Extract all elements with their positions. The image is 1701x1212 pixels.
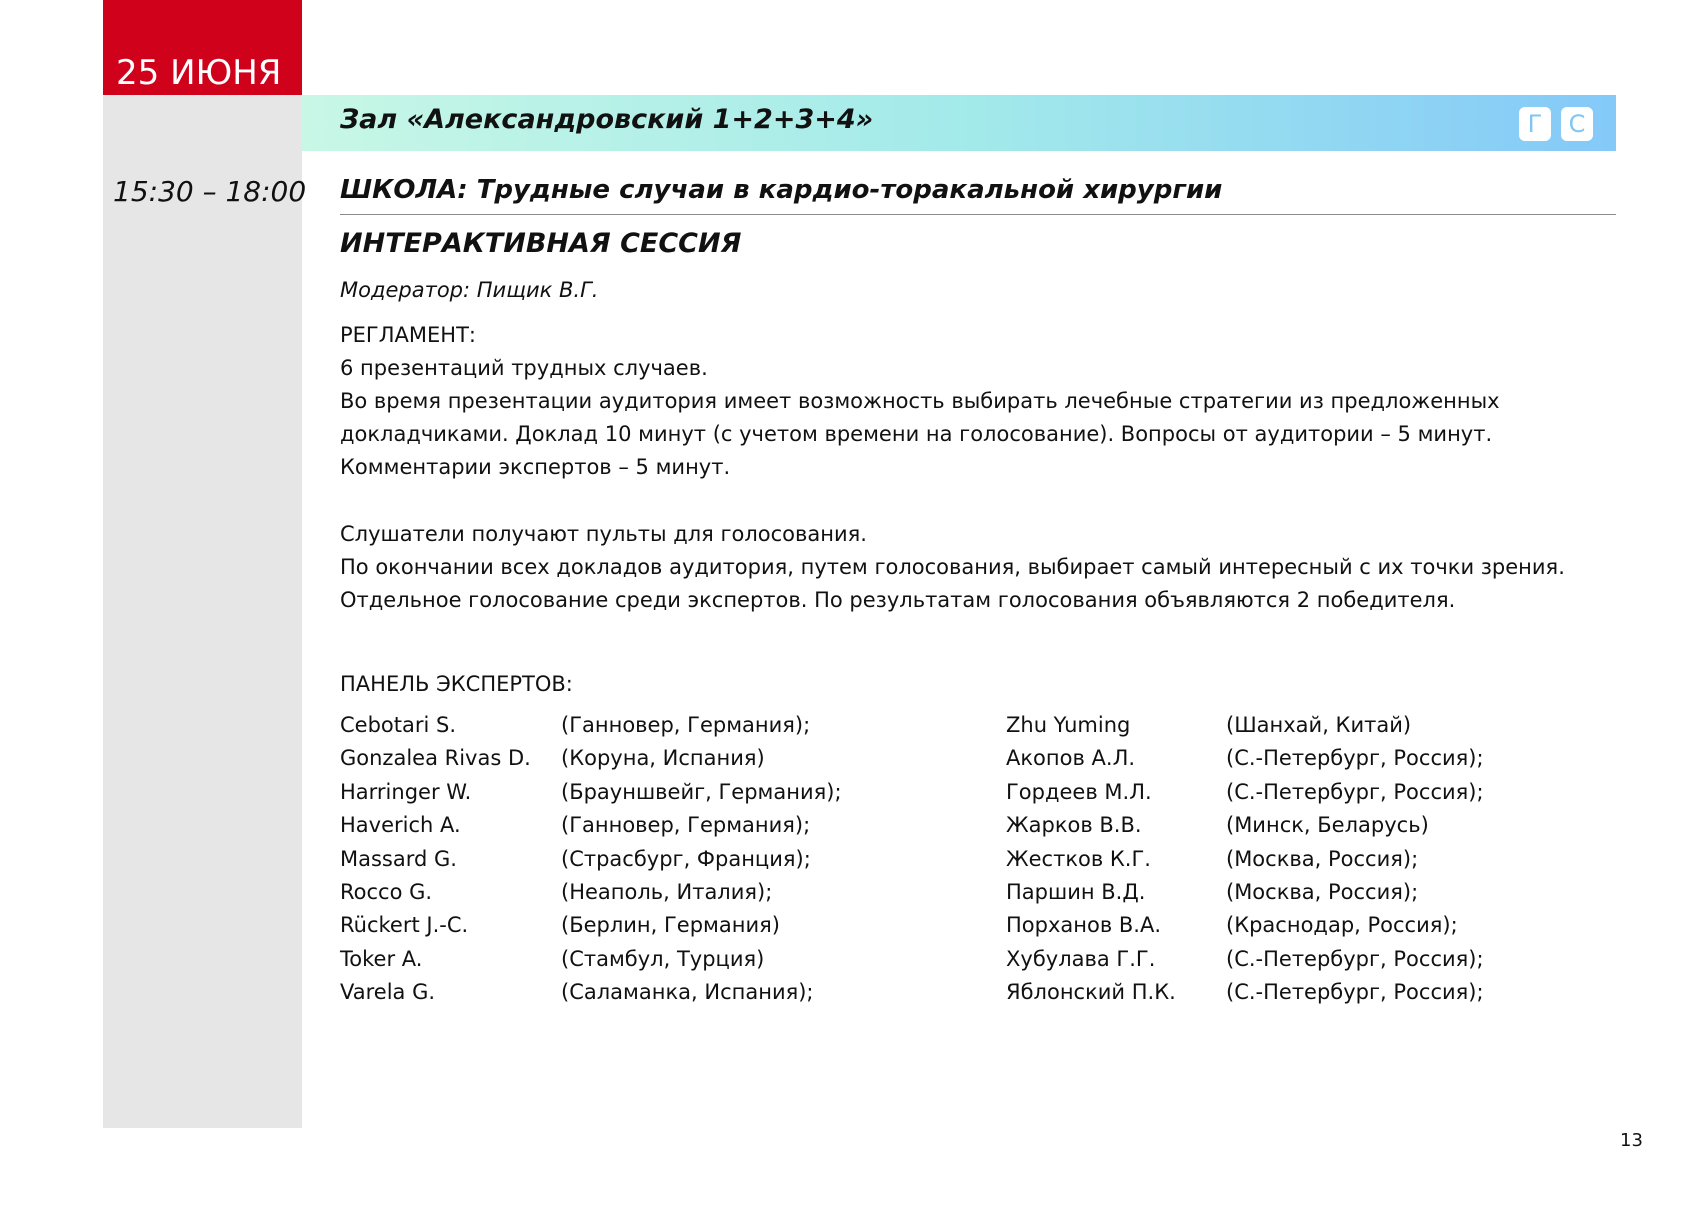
experts-heading: ПАНЕЛЬ ЭКСПЕРТОВ: bbox=[340, 672, 573, 696]
expert-name: Gonzalea Rivas D. bbox=[340, 746, 531, 770]
voting-line: По окончании всех докладов аудитория, путем голосования, выбирает самый интересный с их точки зрения. bbox=[340, 555, 1565, 579]
voting-line: Отдельное голосование среди экспертов. По результатам голосования объявляются 2 победителя. bbox=[340, 588, 1456, 612]
expert-name: Varela G. bbox=[340, 980, 436, 1004]
expert-city: (Саламанка, Испания); bbox=[561, 980, 814, 1004]
expert-city: (Ганновер, Германия); bbox=[561, 713, 811, 737]
expert-name: Порханов В.А. bbox=[1006, 913, 1162, 937]
expert-city: (Неаполь, Италия); bbox=[561, 880, 773, 904]
hall-header-bar bbox=[302, 95, 1616, 151]
expert-city: (Шанхай, Китай) bbox=[1226, 713, 1412, 737]
moderator-line: Модератор: Пищик В.Г. bbox=[340, 278, 599, 302]
expert-name: Haverich A. bbox=[340, 813, 461, 837]
expert-city: (Страсбург, Франция); bbox=[561, 847, 811, 871]
left-sidebar bbox=[103, 0, 302, 1128]
expert-city: (Стамбул, Турция) bbox=[561, 947, 765, 971]
session-subtitle: ИНТЕРАКТИВНАЯ СЕССИЯ bbox=[340, 228, 742, 259]
expert-name: Акопов А.Л. bbox=[1006, 746, 1136, 770]
regulations-line: Во время презентации аудитория имеет возможность выбирать лечебные стратегии из предложенных bbox=[340, 389, 1500, 413]
expert-name: Massard G. bbox=[340, 847, 457, 871]
expert-name: Яблонский П.К. bbox=[1006, 980, 1176, 1004]
expert-name: Паршин В.Д. bbox=[1006, 880, 1146, 904]
expert-name: Rocco G. bbox=[340, 880, 433, 904]
badge-g: Г bbox=[1519, 107, 1551, 141]
session-time: 15:30 – 18:00 bbox=[113, 175, 307, 208]
expert-name: Гордеев М.Л. bbox=[1006, 780, 1152, 804]
expert-name: Rückert J.-C. bbox=[340, 913, 469, 937]
expert-city: (Минск, Беларусь) bbox=[1226, 813, 1429, 837]
expert-city: (Ганновер, Германия); bbox=[561, 813, 811, 837]
session-title: ШКОЛА: Трудные случаи в кардио-торакальной хирургии bbox=[340, 175, 1223, 205]
date-label: 25 ИЮНЯ bbox=[103, 0, 302, 95]
expert-city: (С.-Петербург, Россия); bbox=[1226, 980, 1484, 1004]
expert-city: (С.-Петербург, Россия); bbox=[1226, 780, 1484, 804]
expert-city: (С.-Петербург, Россия); bbox=[1226, 947, 1484, 971]
page-number: 13 bbox=[1620, 1130, 1643, 1151]
expert-city: (Краснодар, Россия); bbox=[1226, 913, 1458, 937]
expert-city: (Брауншвейг, Германия); bbox=[561, 780, 842, 804]
expert-name: Хубулава Г.Г. bbox=[1006, 947, 1156, 971]
expert-name: Cebotari S. bbox=[340, 713, 457, 737]
badge-s: С bbox=[1561, 107, 1593, 141]
regulations-line: докладчиками. Доклад 10 минут (с учетом времени на голосование). Вопросы от аудитории – 5 минут. bbox=[340, 422, 1493, 446]
regulations-heading: РЕГЛАМЕНТ: bbox=[340, 323, 476, 347]
expert-city: (Коруна, Испания) bbox=[561, 746, 765, 770]
expert-city: (Берлин, Германия) bbox=[561, 913, 780, 937]
expert-name: Zhu Yuming bbox=[1006, 713, 1131, 737]
expert-name: Жестков К.Г. bbox=[1006, 847, 1151, 871]
voting-line: Слушатели получают пульты для голосования. bbox=[340, 522, 867, 546]
regulations-line: Комментарии экспертов – 5 минут. bbox=[340, 455, 731, 479]
expert-name: Жарков В.В. bbox=[1006, 813, 1142, 837]
expert-city: (С.-Петербург, Россия); bbox=[1226, 746, 1484, 770]
title-divider bbox=[340, 214, 1616, 215]
expert-name: Harringer W. bbox=[340, 780, 472, 804]
regulations-line: 6 презентаций трудных случаев. bbox=[340, 356, 708, 380]
expert-name: Toker A. bbox=[340, 947, 423, 971]
expert-city: (Москва, Россия); bbox=[1226, 847, 1419, 871]
hall-title: Зал «Александровский 1+2+3+4» bbox=[340, 104, 874, 135]
expert-city: (Москва, Россия); bbox=[1226, 880, 1419, 904]
